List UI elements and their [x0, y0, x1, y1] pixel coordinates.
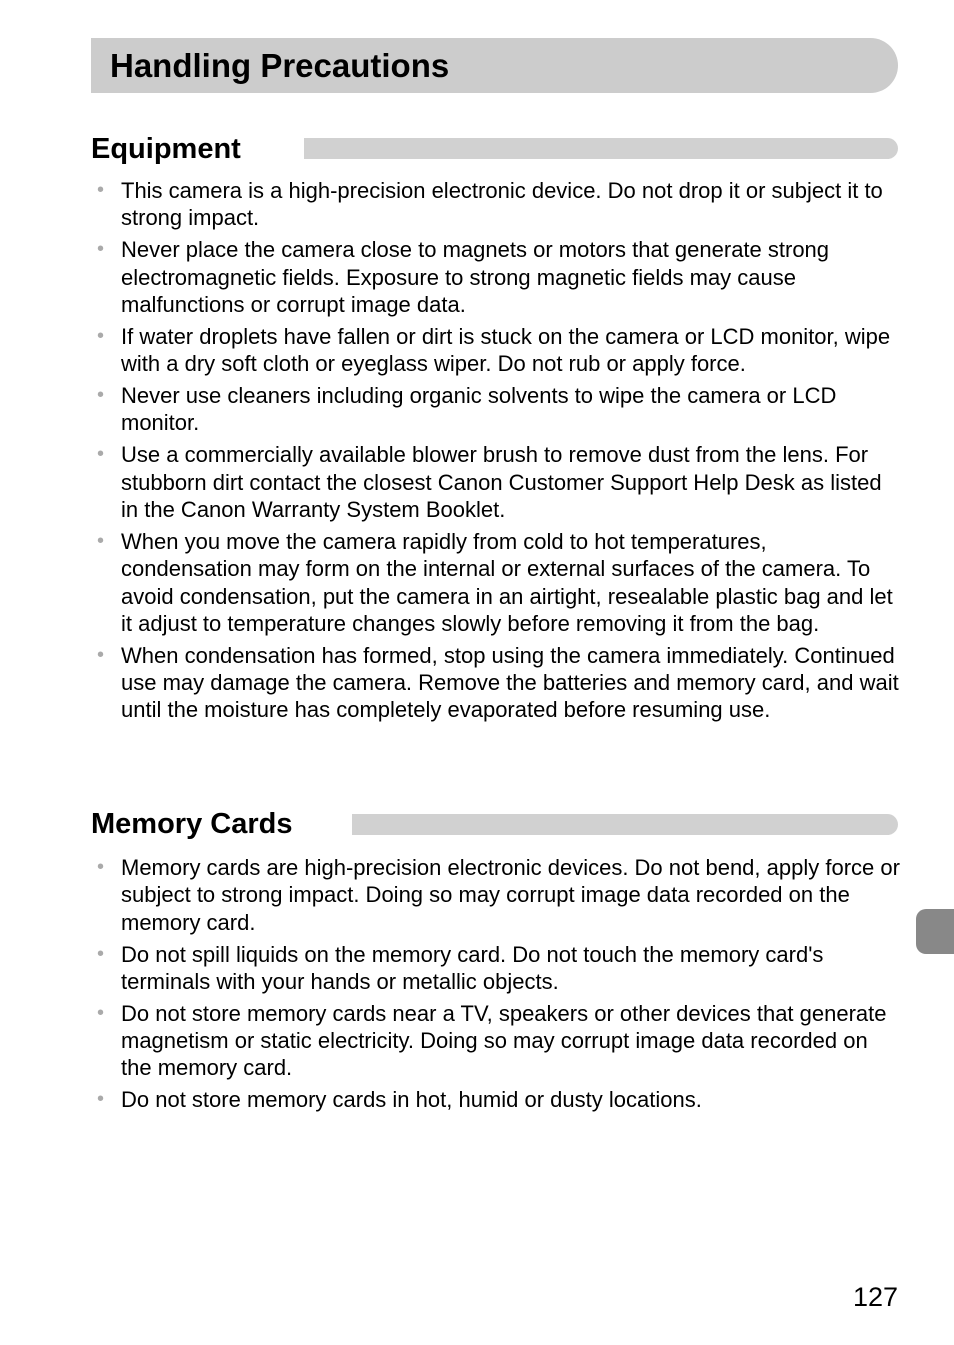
list-item-text: When you move the camera rapidly from cold to hot temperatures, condensation may form on the internal or external surfaces of the camera. To avoid condensation, put the camera in an airtight, resealable plastic bag and let it adjust to temperature changes slowly before removing it from the bag. — [121, 529, 893, 636]
section-heading-equipment: Equipment — [91, 133, 241, 165]
list-item — [91, 1086, 901, 1113]
list-item — [91, 323, 901, 378]
list-item — [91, 236, 901, 318]
list-item — [91, 177, 901, 232]
title-banner — [91, 38, 898, 93]
list-item-text: Never place the camera close to magnets or motors that generate strong electromagnetic fields. Exposure to strong magnetic fields may cause malfunctions or corrupt image data. — [121, 237, 830, 317]
section-divider-equipment — [304, 138, 898, 159]
bullet-icon: • — [97, 530, 105, 552]
bullet-icon: • — [97, 643, 105, 666]
bullet-icon: • — [97, 324, 105, 347]
bullet-icon: • — [97, 179, 105, 201]
list-item — [91, 941, 901, 996]
bullet-icon: • — [97, 443, 105, 466]
bullet-icon: • — [97, 238, 105, 261]
bullet-icon: • — [97, 384, 105, 407]
list-item — [91, 642, 901, 724]
list-item — [91, 1000, 901, 1082]
list-item-text: Do not store memory cards in hot, humid or dusty locations. — [121, 1087, 702, 1113]
list-item-text: Never use cleaners including organic solvents to wipe the camera or LCD monitor. — [121, 383, 837, 436]
list-item-text: When condensation has formed, stop using the camera immediately. Continued use may damage the camera. Remove the batteries and memory card, and wait until the moisture has completely evaporated before resuming use. — [121, 642, 899, 723]
bullet-icon: • — [97, 942, 105, 965]
chapter-tab — [916, 909, 954, 954]
page-number: 127 — [852, 1282, 898, 1312]
list-item-text: This camera is a high-precision electronic device. Do not drop it or subject it to strong impact. — [121, 178, 883, 231]
list-item — [91, 441, 901, 523]
bullet-icon: • — [97, 856, 105, 878]
list-item-text: Do not spill liquids on the memory card. Do not touch the memory card's terminals with your hands or metallic objects. — [121, 941, 824, 994]
list-item-text: If water droplets have fallen or dirt is stuck on the camera or LCD monitor, wipe with a dry soft cloth or eyeglass wiper. Do not rub or apply force. — [121, 323, 891, 377]
memory-cards-list — [91, 854, 901, 1118]
list-item — [91, 528, 901, 637]
section-heading-memory-cards: Memory Cards — [91, 808, 293, 840]
page-title: Handling Precautions — [110, 47, 450, 84]
list-item-text: Do not store memory cards near a TV, speakers or other devices that generate magnetism or static electricity. Doing so may corrupt image data recorded on the memory card. — [121, 1000, 887, 1081]
section-divider-memory-cards — [352, 814, 898, 835]
list-item — [91, 854, 901, 936]
bullet-icon: • — [97, 1001, 105, 1024]
equipment-list — [91, 177, 901, 728]
bullet-icon: • — [97, 1088, 105, 1111]
list-item — [91, 382, 901, 437]
list-item-text: Use a commercially available blower brush to remove dust from the lens. For stubborn dirt contact the closest Canon Customer Support Help Desk as listed in the Canon Warranty System Booklet. — [121, 442, 882, 523]
list-item-text: Memory cards are high-precision electronic devices. Do not bend, apply force or subject to strong impact. Doing so may corrupt image data recorded on the memory card. — [121, 855, 900, 935]
